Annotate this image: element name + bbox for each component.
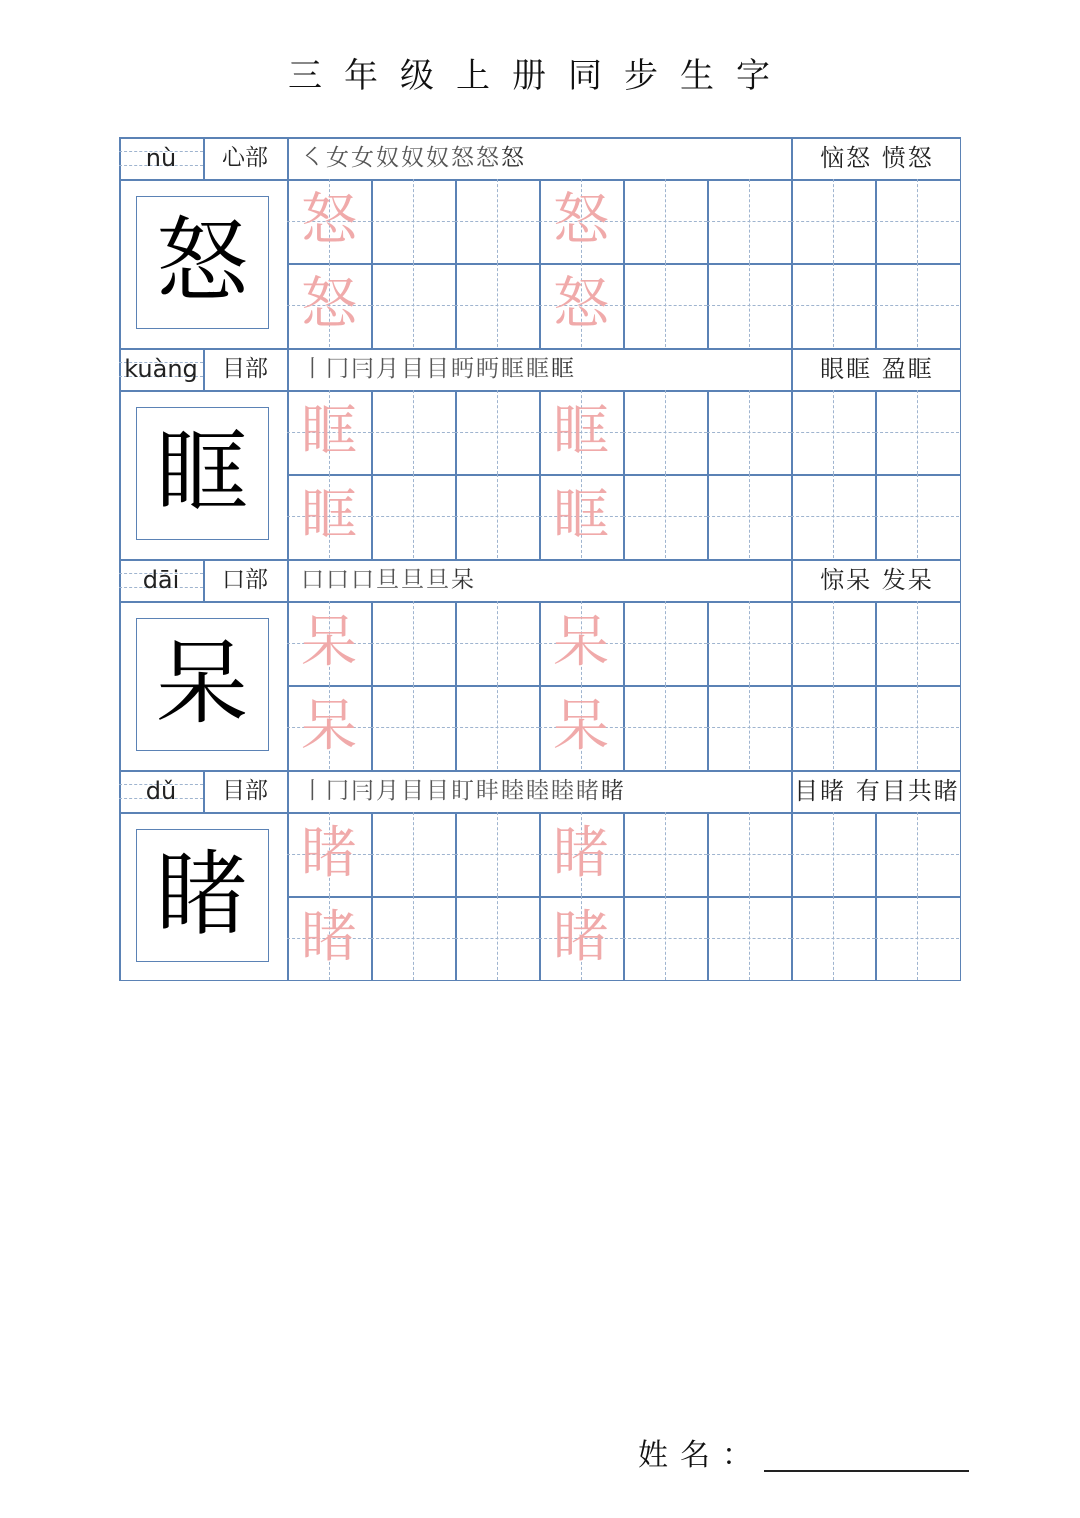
stroke-step: 奴: [426, 145, 449, 171]
writing-cell[interactable]: [371, 896, 455, 980]
stroke-step: 眄: [476, 356, 499, 382]
writing-cell[interactable]: [707, 685, 791, 769]
writing-cell[interactable]: [371, 179, 455, 263]
stroke-step: 眄: [451, 356, 474, 382]
stroke-order: [289, 137, 789, 179]
page-title: 三年级上册同步生字: [288, 56, 792, 96]
stroke-step: 口: [301, 567, 324, 593]
character-block: [119, 137, 961, 348]
character-block: [119, 770, 961, 981]
stroke-step: 目: [401, 778, 424, 804]
writing-cell[interactable]: [623, 179, 707, 263]
stroke-step: 口: [351, 567, 374, 593]
tracing-character: 怒: [301, 188, 357, 253]
radical-label: 口部: [222, 567, 268, 593]
stroke-step: 睹: [576, 778, 599, 804]
model-character-box: [136, 618, 269, 751]
tracing-character: 呆: [553, 610, 609, 675]
tracing-character: 眶: [553, 399, 609, 464]
model-character: 睹: [155, 841, 248, 948]
writing-cell[interactable]: [623, 812, 707, 896]
writing-cell[interactable]: [623, 896, 707, 980]
example-words: 眼眶 盈眶: [820, 355, 934, 383]
writing-cell[interactable]: [791, 263, 875, 347]
model-character-box: [136, 407, 269, 540]
writing-cell[interactable]: [791, 896, 875, 980]
stroke-step: 月: [376, 778, 399, 804]
stroke-step: 目: [401, 356, 424, 382]
stroke-step: ㇛: [301, 145, 324, 171]
writing-cell[interactable]: [623, 263, 707, 347]
writing-cell[interactable]: [455, 263, 539, 347]
name-input-line[interactable]: [764, 1470, 969, 1472]
writing-cell[interactable]: [791, 474, 875, 558]
writing-cell[interactable]: [707, 601, 791, 685]
tracing-character: 眶: [553, 483, 609, 548]
stroke-order: [289, 559, 789, 601]
stroke-step: 怒: [451, 145, 474, 171]
writing-cell[interactable]: [455, 179, 539, 263]
stroke-step: 丨: [301, 356, 324, 382]
pinyin-label: kuàng: [124, 355, 198, 383]
character-block: [119, 348, 961, 559]
writing-cell[interactable]: [371, 263, 455, 347]
writing-cell[interactable]: [455, 390, 539, 474]
writing-cell[interactable]: [371, 812, 455, 896]
writing-cell[interactable]: [791, 390, 875, 474]
stroke-order: [289, 348, 789, 390]
writing-cell[interactable]: [623, 390, 707, 474]
model-character: 怒: [155, 208, 248, 315]
tracing-character: 呆: [301, 694, 357, 759]
model-character-box: [136, 196, 269, 329]
writing-cell[interactable]: [455, 474, 539, 558]
pinyin-label: dāi: [142, 566, 180, 594]
stroke-step: 冃: [351, 356, 374, 382]
pinyin-label: dǔ: [145, 777, 177, 805]
model-character: 眶: [155, 419, 248, 526]
writing-cell[interactable]: [875, 685, 959, 769]
writing-cell[interactable]: [455, 896, 539, 980]
writing-cell[interactable]: [875, 896, 959, 980]
writing-cell[interactable]: [791, 685, 875, 769]
writing-cell[interactable]: [455, 685, 539, 769]
stroke-step: 盽: [476, 778, 499, 804]
writing-cell[interactable]: [371, 474, 455, 558]
tracing-character: 睹: [553, 821, 609, 886]
tracing-character: 怒: [553, 272, 609, 337]
stroke-step: 旦: [426, 567, 449, 593]
writing-cell[interactable]: [707, 474, 791, 558]
writing-cell[interactable]: [623, 601, 707, 685]
tracing-character: 睹: [301, 905, 357, 970]
character-block: [119, 559, 961, 770]
writing-cell[interactable]: [707, 812, 791, 896]
tracing-character: 眶: [301, 399, 357, 464]
stroke-step: 奴: [376, 145, 399, 171]
writing-cell[interactable]: [791, 812, 875, 896]
stroke-step: 冃: [351, 778, 374, 804]
stroke-step: 眶: [526, 356, 549, 382]
radical-label: 心部: [222, 145, 268, 171]
writing-cell[interactable]: [455, 812, 539, 896]
stroke-step: 目: [426, 778, 449, 804]
stroke-step: 目: [426, 356, 449, 382]
stroke-step: 丨: [301, 778, 324, 804]
writing-cell[interactable]: [707, 896, 791, 980]
writing-cell[interactable]: [791, 179, 875, 263]
writing-cell[interactable]: [875, 390, 959, 474]
stroke-step: 睦: [551, 778, 574, 804]
model-character-box: [136, 829, 269, 962]
writing-cell[interactable]: [791, 601, 875, 685]
writing-cell[interactable]: [455, 601, 539, 685]
stroke-step: 月: [376, 356, 399, 382]
stroke-step: 旦: [401, 567, 424, 593]
writing-cell[interactable]: [707, 390, 791, 474]
stroke-step: 睹: [601, 778, 624, 804]
tracing-character: 怒: [553, 188, 609, 253]
writing-cell[interactable]: [875, 601, 959, 685]
writing-cell[interactable]: [875, 812, 959, 896]
writing-cell[interactable]: [623, 474, 707, 558]
stroke-step: 女: [351, 145, 374, 171]
stroke-step: 睦: [526, 778, 549, 804]
stroke-step: 奴: [401, 145, 424, 171]
example-words: 恼怒 愤怒: [820, 144, 934, 172]
tracing-character: 呆: [301, 610, 357, 675]
practice-sheet: [119, 137, 961, 979]
stroke-step: 睦: [501, 778, 524, 804]
radical-label: 目部: [222, 356, 268, 382]
name-label: 姓名：: [638, 1438, 764, 1473]
tracing-character: 怒: [301, 272, 357, 337]
writing-cell[interactable]: [875, 179, 959, 263]
stroke-step: 冂: [326, 356, 349, 382]
stroke-step: 眶: [551, 356, 574, 382]
stroke-step: 女: [326, 145, 349, 171]
stroke-step: 旦: [376, 567, 399, 593]
example-words: 惊呆 发呆: [820, 566, 934, 594]
stroke-step: 盯: [451, 778, 474, 804]
tracing-character: 睹: [553, 905, 609, 970]
writing-cell[interactable]: [875, 474, 959, 558]
writing-cell[interactable]: [707, 179, 791, 263]
tracing-character: 呆: [553, 694, 609, 759]
writing-cell[interactable]: [371, 601, 455, 685]
stroke-step: 眶: [501, 356, 524, 382]
writing-cell[interactable]: [371, 390, 455, 474]
stroke-step: 冂: [326, 778, 349, 804]
stroke-step: 呆: [451, 567, 474, 593]
tracing-character: 眶: [301, 483, 357, 548]
writing-cell[interactable]: [623, 685, 707, 769]
writing-cell[interactable]: [707, 263, 791, 347]
tracing-character: 睹: [301, 821, 357, 886]
radical-label: 目部: [222, 778, 268, 804]
example-words: 目睹 有目共睹: [794, 777, 960, 805]
stroke-step: 口: [326, 567, 349, 593]
stroke-step: 怒: [501, 145, 524, 171]
writing-cell[interactable]: [875, 263, 959, 347]
stroke-order: [289, 770, 789, 812]
writing-cell[interactable]: [371, 685, 455, 769]
model-character: 呆: [155, 630, 248, 737]
pinyin-label: nù: [145, 144, 177, 172]
stroke-step: 怒: [476, 145, 499, 171]
